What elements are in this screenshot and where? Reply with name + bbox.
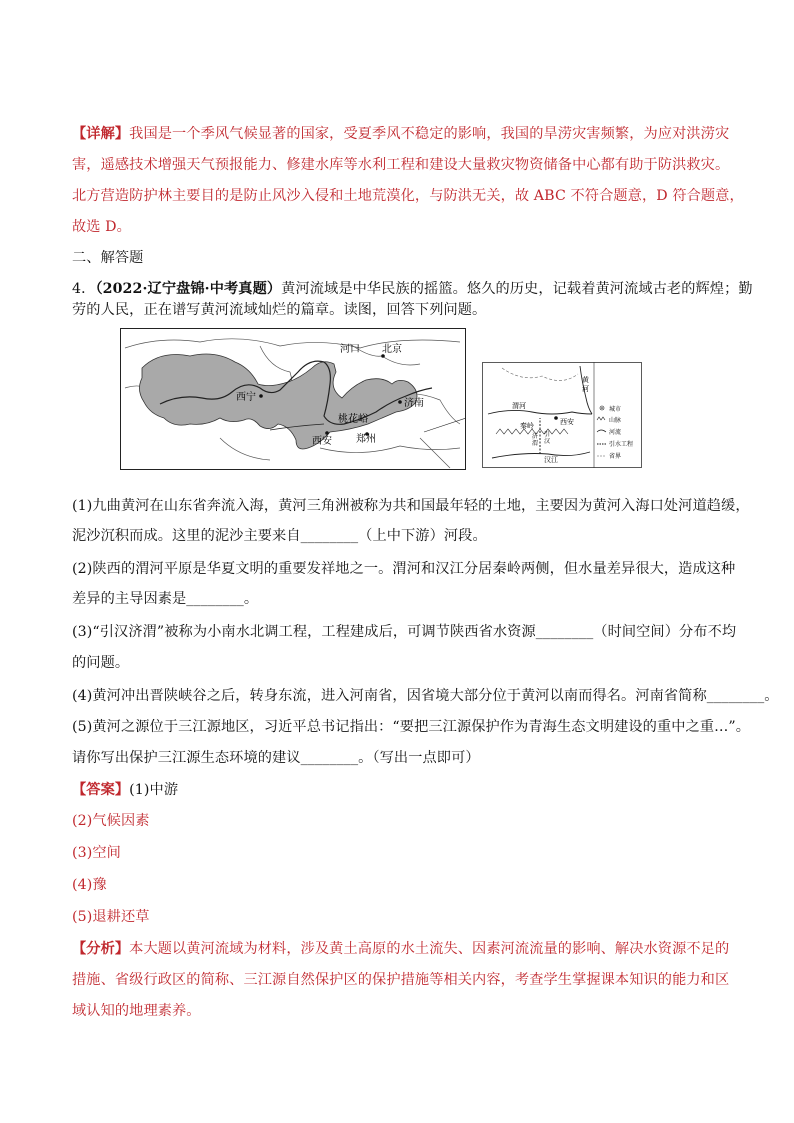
analysis-line-2: 措施、省级行政区的简称、三江源自然保护区的保护措施等相关内容，考查学生掌握课本知识的能力和区 [72, 972, 730, 988]
inset-label-huanghe-1: 黄 [582, 376, 589, 384]
section-heading: 二、解答题 [72, 250, 144, 266]
answer-4: (4)豫 [72, 877, 107, 893]
yellow-river-basin-map [120, 328, 466, 470]
q2-line-1: (2)陕西的渭河平原是华夏文明的重要发祥地之一。渭河和汉江分居秦岭两侧，但水量差异很大，造成这种 [72, 561, 736, 577]
inset-label-ji: 济 [532, 433, 539, 440]
label-taohuayu: 桃花峪 [338, 414, 368, 425]
legend-river: 河流 [609, 429, 622, 436]
inset-label-hanjiang: 汉江 [544, 456, 558, 464]
question-intro-1: 4．（2022·辽宁盘锦·中考真题）黄河流域是中华民族的摇篮。悠久的历史，记载着黄河流域古老的辉煌；勤 [72, 281, 753, 297]
legend-city: 城市 [609, 406, 622, 413]
detail-line-3: 北方营造防护林主要目的是防止风沙入侵和土地荒漠化，与防洪无关，故 ABC 不符合题意，D 符合题意， [72, 188, 744, 204]
inset-label-qinling: 秦岭 [520, 422, 534, 430]
analysis-tag: 【分析】 [72, 941, 130, 957]
answer-tag: 【答案】 [72, 782, 130, 798]
analysis-line-3: 域认知的地理素养。 [72, 1003, 201, 1019]
answer-line-1: 【答案】(1)中游 [72, 782, 179, 798]
inset-label-weihe: 渭河 [512, 402, 526, 410]
q4-line-1: (4)黄河冲出晋陕峡谷之后，转身东流，进入河南省，因省境大部分位于黄河以南而得名。河南省简称________。 [72, 688, 779, 704]
detail-line-1: 【详解】我国是一个季风气候显著的国家，受夏季风不稳定的影响，我国的旱涝灾害频繁，为应对洪涝灾 [72, 126, 730, 142]
answer-5: (5)退耕还草 [72, 909, 150, 925]
q1-line-1: (1)九曲黄河在山东省奔流入海，黄河三角洲被称为共和国最年轻的土地，主要因为黄河入海口处河道趋缓， [72, 498, 750, 514]
analysis-line-1: 【分析】本大题以黄河流域为材料，涉及黄土高原的水土流失、因素河流流量的影响、解决水资源不足的 [72, 941, 730, 957]
label-hekou: 河口 [340, 344, 360, 355]
inset-map-weihe [482, 362, 642, 468]
inset-label-huanghe-2: 河 [582, 385, 589, 393]
label-jinan: 济南 [404, 398, 424, 409]
detail-line-2: 害，遥感技术增强天气预报能力、修建水库等水利工程和建设大量救灾物资储备中心都有助于防洪救灾。 [72, 157, 730, 173]
q5-line-2: 请你写出保护三江源生态环境的建议________。（写出一点即可） [72, 750, 480, 766]
label-beijing: 北京 [382, 344, 402, 355]
question-number: 4． [72, 281, 96, 297]
answer-3: (3)空间 [72, 845, 121, 861]
q2-line-2: 差异的主导因素是________。 [72, 591, 259, 607]
inset-label-xian: 西安 [560, 418, 574, 426]
q1-line-2: 泥沙沉积而成。这里的泥沙主要来自________（上中下游）河段。 [72, 528, 487, 544]
label-zhengzhou: 郑州 [356, 434, 376, 445]
legend-border: 省界 [609, 453, 622, 460]
answer-2: (2)气候因素 [72, 813, 150, 829]
label-xian: 西安 [312, 436, 332, 447]
inset-label-yin: 引 [544, 431, 551, 438]
q3-line-1: (3)“引汉济渭”被称为小南水北调工程，工程建成后，可调节陕西省水资源________（时间空间）分布不均 [72, 624, 737, 640]
legend-mountain: 山脉 [609, 417, 622, 424]
label-xining: 西宁 [236, 392, 256, 403]
legend-diversion: 引水工程 [609, 441, 634, 448]
detail-line-4: 故选 D。 [72, 219, 131, 235]
inset-label-wei: 渭 [532, 440, 539, 447]
question-intro-2: 劳的人民，正在谱写黄河流域灿烂的篇章。读图，回答下列问题。 [72, 302, 487, 318]
question-source: （2022·辽宁盘锦·中考真题） [95, 281, 282, 297]
q5-line-1: (5)黄河之源位于三江源地区，习近平总书记指出：“要把三江源保护作为青海生态文明建设的重中之重…”。 [72, 719, 751, 735]
inset-label-han: 汉 [544, 438, 551, 445]
q3-line-2: 的问题。 [72, 655, 130, 671]
detail-tag: 【详解】 [72, 126, 130, 142]
